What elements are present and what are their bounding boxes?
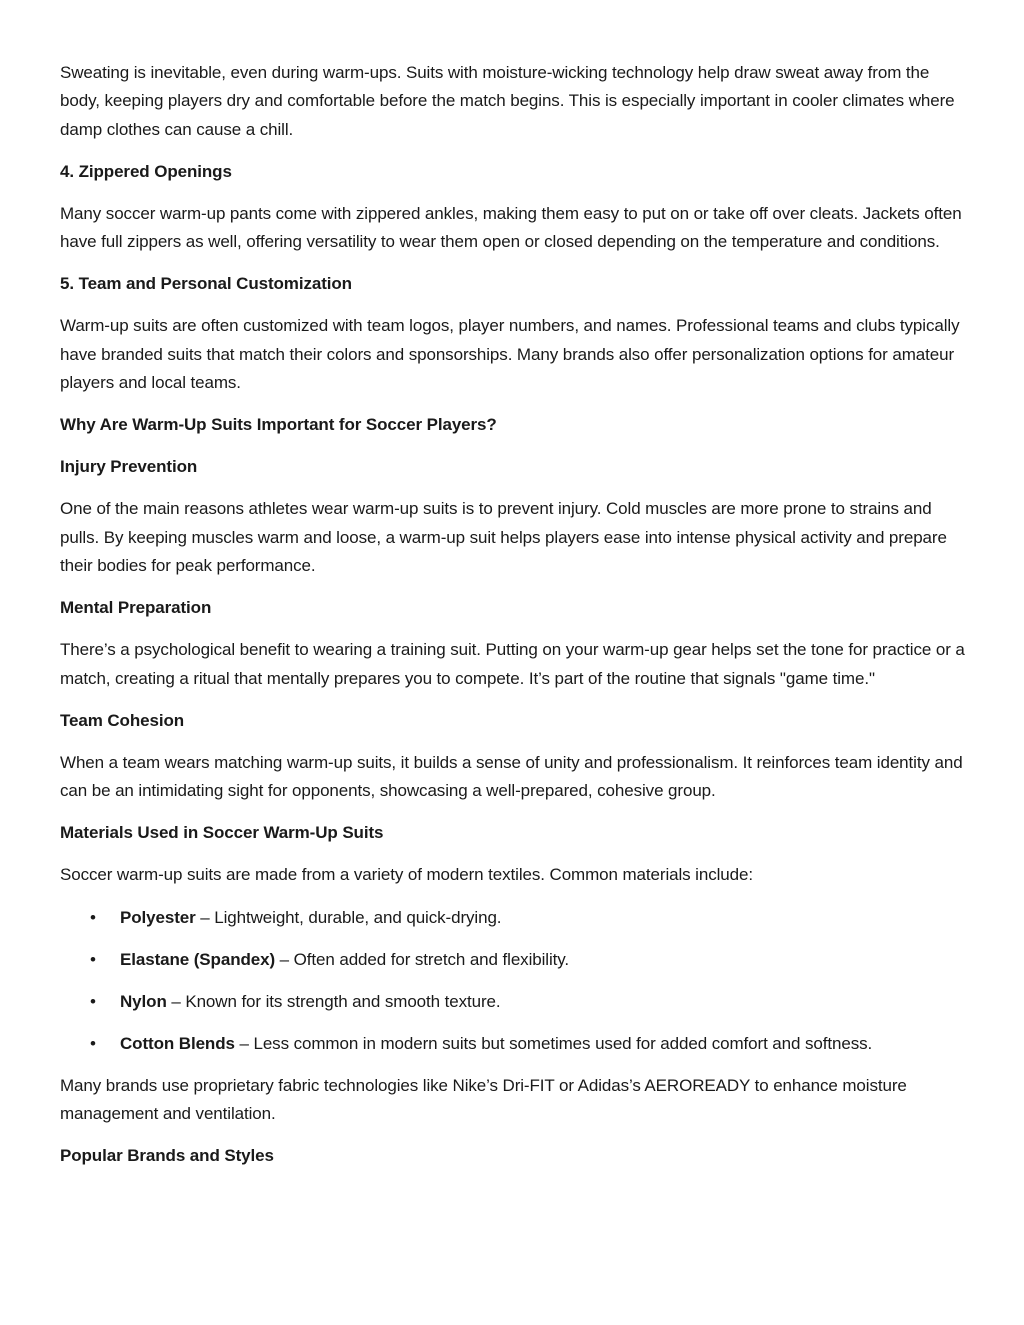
material-term: Nylon [120, 991, 167, 1011]
material-term: Elastane (Spandex) [120, 949, 276, 969]
paragraph-zippered-openings: Many soccer warm-up pants come with zippered ankles, making them easy to put on or take off over cleats. Jackets often have full zippers as well, offering versatility to wear them open or closed depending on the temperature and conditions. [60, 203, 962, 252]
paragraph-materials-intro: Soccer warm-up suits are made from a variety of modern textiles. Common materials include: [60, 865, 753, 885]
heading-team-cohesion: Team Cohesion [60, 710, 185, 730]
document-page [60, 59, 970, 1184]
list-item [60, 904, 970, 932]
heading-injury-prevention: Injury Prevention [60, 457, 198, 477]
material-description: – Often added for stretch and flexibility. [275, 949, 570, 969]
material-description: – Lightweight, durable, and quick-drying. [195, 907, 502, 927]
material-description: – Known for its strength and smooth texture. [166, 991, 501, 1011]
paragraph-injury-prevention: One of the main reasons athletes wear warm-up suits is to prevent injury. Cold muscles are more prone to strains and pulls. By keeping muscles warm and loose, a warm-up suit helps players ease into intense physical activity and prepare their bodies for peak performance. [60, 499, 947, 575]
material-term: Cotton Blends [120, 1033, 235, 1053]
heading-zippered-openings: 4. Zippered Openings [60, 161, 232, 181]
paragraph-mental-preparation: There’s a psychological benefit to wearing a training suit. Putting on your warm-up gear helps set the tone for practice or a match, creating a ritual that mentally prepares you to compete. It’s part of the routine that signals "game time." [60, 640, 965, 688]
heading-popular-brands: Popular Brands and Styles [60, 1146, 274, 1166]
heading-mental-preparation: Mental Preparation [60, 598, 212, 618]
heading-customization: 5. Team and Personal Customization [60, 274, 352, 294]
bullet-icon: • [90, 907, 96, 927]
paragraph-materials-outro: Many brands use proprietary fabric technologies like Nike’s Dri-FIT or Adidas’s AEROREADY to enhance moisture management and ventilation. [60, 1075, 907, 1124]
bullet-icon: • [90, 1033, 96, 1053]
paragraph-customization: Warm-up suits are often customized with team logos, player numbers, and names. Professional teams and clubs typically have branded suits that match their colors and sponsorships. Many brands also offer personalization options for amateur players and local teams. [60, 316, 960, 393]
material-term: Polyester [120, 907, 196, 927]
materials-list [60, 904, 970, 1058]
list-item [60, 946, 970, 974]
intro-paragraph: Sweating is inevitable, even during warm-ups. Suits with moisture-wicking technology help draw sweat away from the body, keeping players dry and comfortable before the match begins. This is especially important in cooler climates where damp clothes can cause a chill. [60, 63, 955, 139]
heading-materials: Materials Used in Soccer Warm-Up Suits [60, 823, 384, 843]
list-item [60, 1030, 970, 1058]
bullet-icon: • [90, 949, 96, 969]
heading-why-important: Why Are Warm-Up Suits Important for Soccer Players? [60, 415, 497, 435]
paragraph-team-cohesion: When a team wears matching warm-up suits, it builds a sense of unity and professionalism. It reinforces team identity and can be an intimidating sight for opponents, showcasing a well-prepared, cohesive group. [60, 752, 963, 801]
bullet-icon: • [90, 991, 96, 1011]
material-description: – Less common in modern suits but sometimes used for added comfort and softness. [234, 1033, 873, 1053]
list-item [60, 988, 970, 1016]
